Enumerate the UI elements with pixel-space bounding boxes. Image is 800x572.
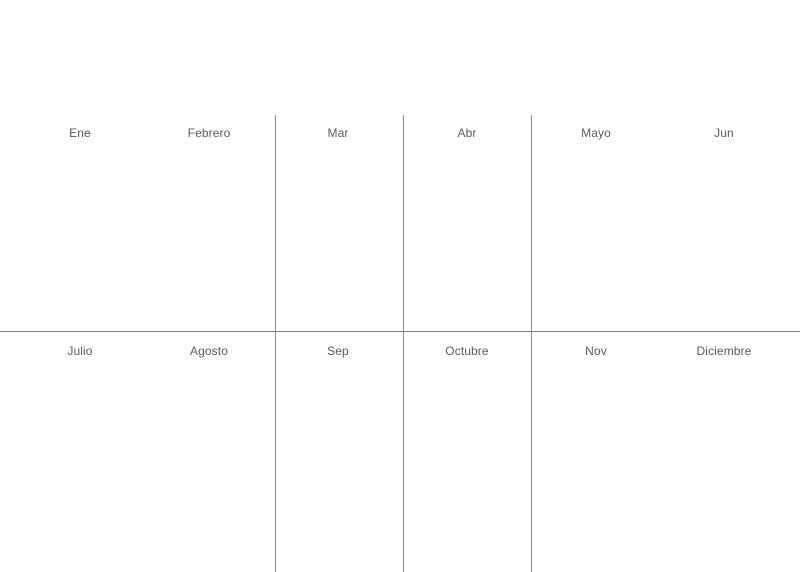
row-divider xyxy=(0,331,800,332)
month-label-october: Octubre xyxy=(445,344,489,358)
month-label-november: Nov xyxy=(585,344,607,358)
month-label-march: Mar xyxy=(327,126,349,140)
month-label-december: Diciembre xyxy=(696,344,752,358)
month-label-july: Julio xyxy=(67,344,93,358)
month-label-august: Agosto xyxy=(190,344,228,358)
month-label-june: Jun xyxy=(714,126,734,140)
month-label-may: Mayo xyxy=(581,126,611,140)
month-label-april: Abr xyxy=(457,126,477,140)
month-label-january: Ene xyxy=(69,126,91,140)
month-label-september: Sep xyxy=(327,344,349,358)
month-label-february: Febrero xyxy=(187,126,231,140)
